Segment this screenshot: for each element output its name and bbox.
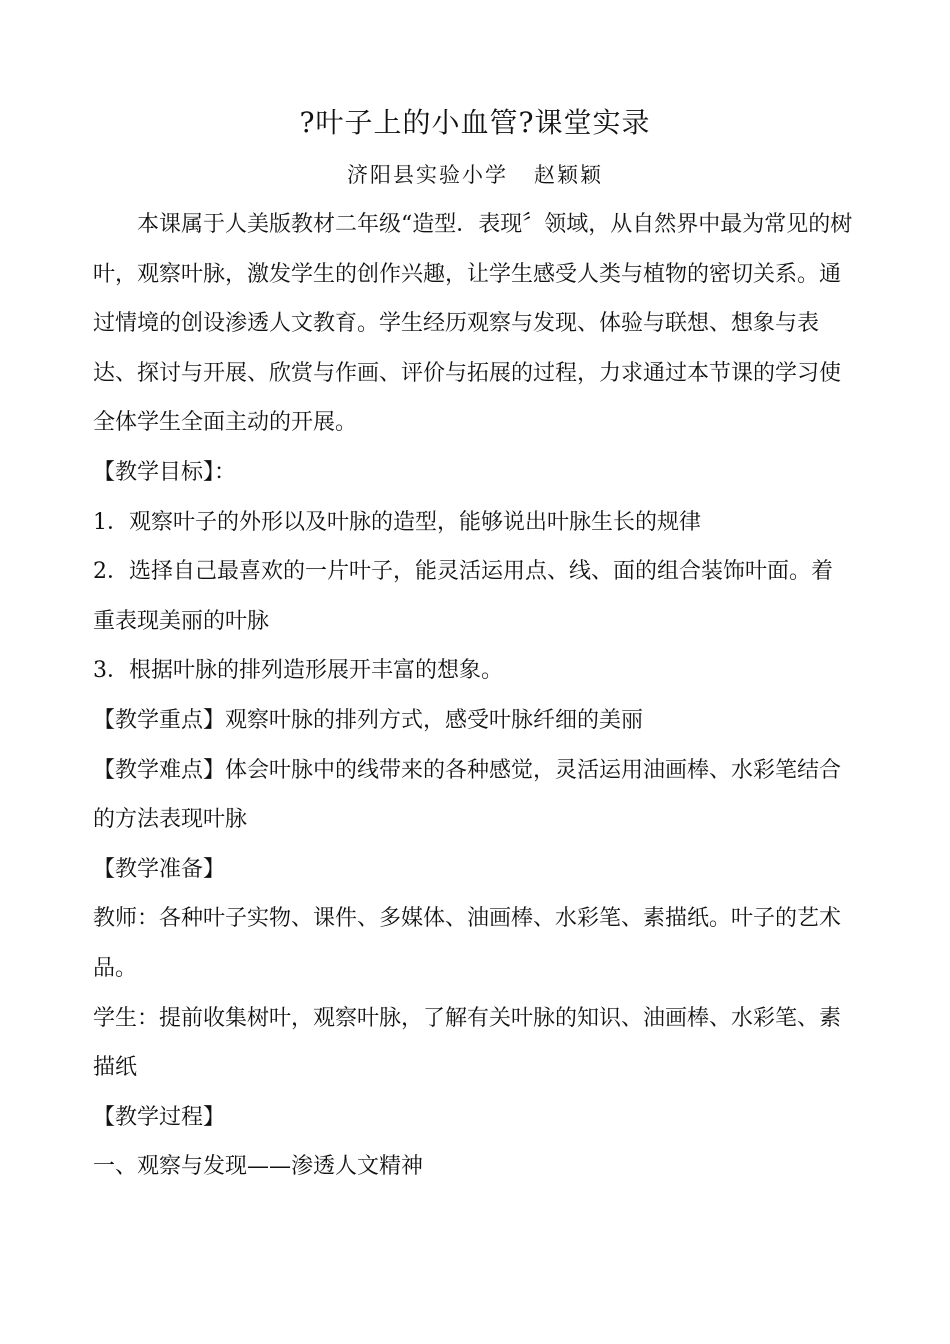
prep-teacher-paragraph: 教师：各种叶子实物、课件、多媒体、油画棒、水彩笔、素描纸。叶子的艺术品。 <box>93 906 842 981</box>
process-heading: 【教学过程】 <box>93 1104 226 1130</box>
prep-student-paragraph: 学生：提前收集树叶，观察叶脉，了解有关叶脉的知识、油画棒、水彩笔、素描纸 <box>93 1005 842 1081</box>
document-body <box>93 200 853 1192</box>
goals-heading: 【教学目标】： <box>93 459 237 485</box>
author-line <box>0 158 950 192</box>
intro-paragraph: 本课属于人美版教材二年级“造型．表现〞领域，从自然界中最为常见的树叶，观察叶脉，激发学生的创作兴趣，让学生感受人类与植物的密切关系。通过情境的创设渗透人文教育。学生经历观察与发现、体验与联想、想象与表达、探讨与开展、欣赏与作画、评价与拓展的过程，力求通过本节课的学习使全体学生全面主动的开展。 <box>93 212 853 436</box>
goal-item-1: 1．观察叶子的外形以及叶脉的造型，能够说出叶脉生长的规律 <box>93 509 701 535</box>
difficulty-paragraph: 【教学难点】体会叶脉中的线带来的各种感觉，灵活运用油画棒、水彩笔结合的方法表现叶脉 <box>93 757 842 833</box>
goal-item-2: 2．选择自己最喜欢的一片叶子，能灵活运用点、线、面的组合装饰叶面。着重表现美丽的叶脉 <box>93 559 833 634</box>
author-name: 赵颖颖 <box>534 163 603 187</box>
author-school: 济阳县实验小学 <box>347 163 508 187</box>
page-title: ?叶子上的小血管?课堂实录 <box>299 106 651 139</box>
goal-item-3: 3．根据叶脉的排列造形展开丰富的想象。 <box>93 658 503 684</box>
key-point-paragraph: 【教学重点】观察叶脉的排列方式，感受叶脉纤细的美丽 <box>93 707 644 733</box>
prep-heading: 【教学准备】 <box>93 856 226 882</box>
section-heading-1: 一、观察与发现——渗透人文精神 <box>93 1154 424 1180</box>
